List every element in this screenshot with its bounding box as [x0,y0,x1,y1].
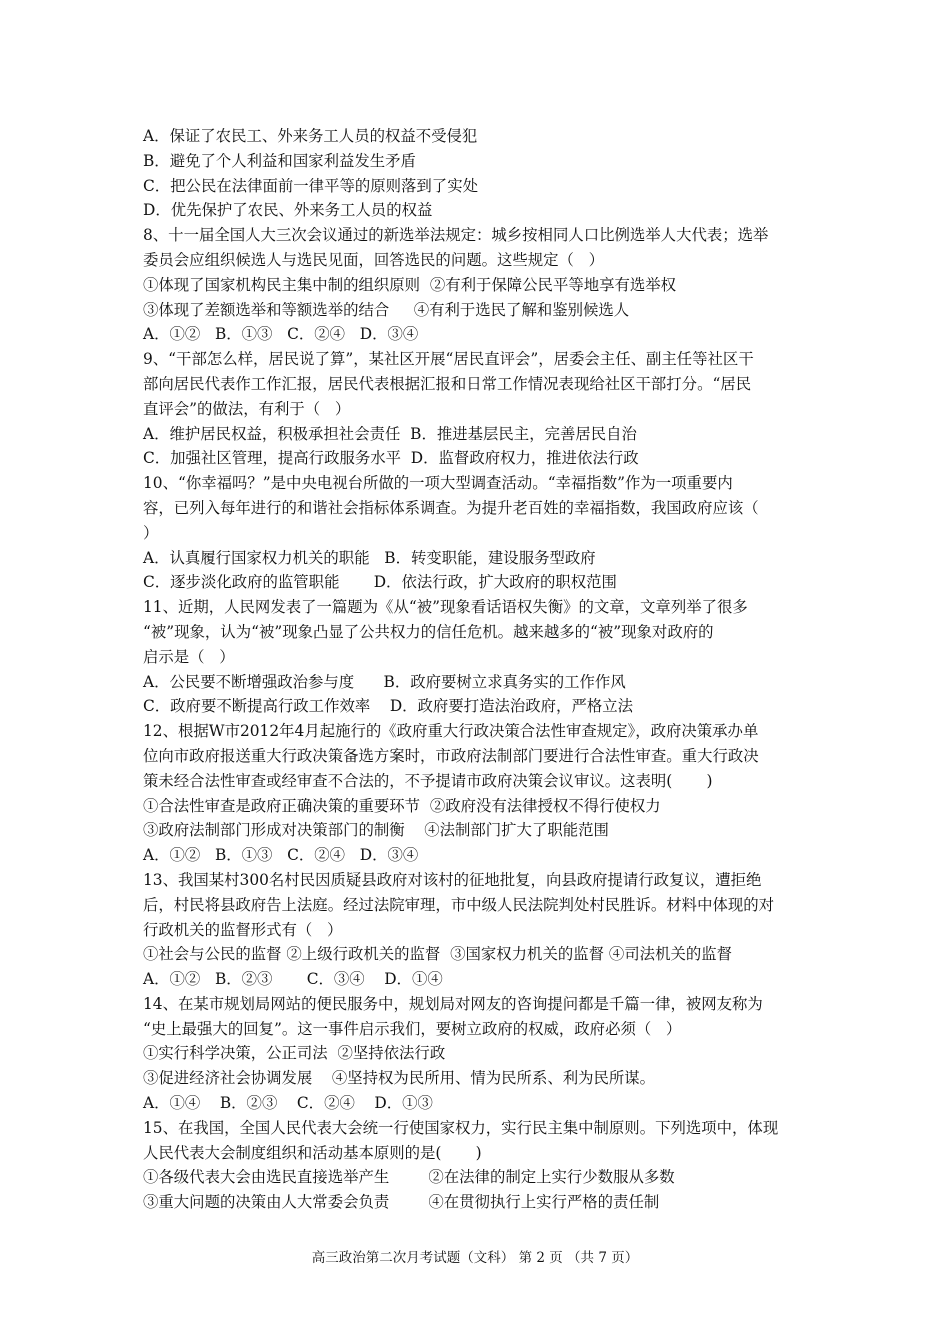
text-line: 人民代表大会制度组织和活动基本原则的是( ) [143,1143,482,1162]
text-line: A．认真履行国家权力机关的职能 B．转变职能，建设服务型政府 [143,548,596,567]
text-line: ③重大问题的决策由人大常委会负责 ④在贯彻执行上实行严格的责任制 [143,1193,660,1212]
text-line: 10、“你幸福吗？”是中央电视台所做的一项大型调查活动。“幸福指数”作为一项重要内 [143,474,733,493]
text-line: 14、在某市规划局网站的便民服务中，规划局对网友的咨询提问都是千篇一律，被网友称为 [143,994,763,1013]
text-line: A．①④ B．②③ C．②④ D．①③ [143,1094,433,1113]
text-line: 策未经合法性审查或经审查不合法的，不予提请市政府决策会议审议。这表明( ) [143,771,713,790]
text-line: ③体现了差额选举和等额选举的结合 ④有利于选民了解和鉴别候选人 [143,300,630,319]
text-line: 9、“干部怎么样，居民说了算”，某社区开展“居民直评会”，居委会主任、副主任等社区干 [143,350,754,369]
text-line: ①体现了国家机构民主集中制的组织原则 ②有利于保障公民平等地享有选举权 [143,275,677,294]
text-line: 15、在我国，全国人民代表大会统一行使国家权力，实行民主集中制原则。下列选项中，体现 [143,1118,779,1137]
text-line: 行政机关的监督形式有（ ） [143,920,343,939]
text-line: A．保证了农民工、外来务工人员的权益不受侵犯 [143,127,478,145]
text-line: B．避免了个人利益和国家利益发生矛盾 [143,151,416,170]
text-line: C．把公民在法律面前一律平等的原则落到了实处 [143,176,478,195]
text-line: 直评会”的做法，有利于（ ） [143,399,351,418]
text-line: C．政府要不断提高行政工作效率 D．政府要打造法治政府，严格立法 [143,697,634,716]
text-line: ①社会与公民的监督 ②上级行政机关的监督 ③国家权力机关的监督 ④司法机关的监督 [143,945,733,964]
page-footer: 高三政治第二次月考试题（文科） 第 2 页 （共 7 页） [311,1250,639,1266]
text-line: 8、十一届全国人大三次会议通过的新选举法规定：城乡按相同人口比例选举人大代表；选举 [143,226,769,245]
text-line: ③政府法制部门形成对决策部门的制衡 ④法制部门扩大了职能范围 [143,821,609,840]
text-line: C．逐步淡化政府的监管职能 D．依法行政，扩大政府的职权范围 [143,573,617,592]
text-line: 13、我国某村300名村民因质疑县政府对该村的征地批复，向县政府提请行政复议，遭拒绝 [143,870,762,889]
text-line: 12、根据W市2012年4月起施行的《政府重大行政决策合法性审查规定》，政府决策承办单 [143,722,759,741]
text-line: ③促进经济社会协调发展 ④坚持权为民所用、情为民所系、利为民所谋。 [143,1069,656,1088]
text-line: 后，村民将县政府告上法庭。经过法院审理，市中级人民法院判处村民胜诉。材料中体现的对 [143,895,775,914]
text-line: 11、近期，人民网发表了一篇题为《从“被”现象看话语权失衡》的文章，文章列举了很多 [143,598,748,617]
text-line: A．维护居民权益，积极承担社会责任 B．推进基层民主，完善居民自治 [143,424,637,443]
text-line: C．加强社区管理，提高行政服务水平 D．监督政府权力，推进依法行政 [143,449,639,468]
text-line: ①合法性审查是政府正确决策的重要环节 ②政府没有法律授权不得行使权力 [143,796,661,815]
text-line: A．公民要不断增强政治参与度 B．政府要树立求真务实的工作作风 [143,672,626,691]
text-line: 位向市政府报送重大行政决策备选方案时，市政府法制部门要进行合法性审查。重大行政决 [143,746,759,765]
text-line: 启示是（ ） [143,647,235,666]
text-line: ①各级代表大会由选民直接选举产生 ②在法律的制定上实行少数服从多数 [143,1168,675,1187]
text-line: A．①② B．②③ C．③④ D．①④ [143,970,443,989]
text-line: 部向居民代表作工作汇报，居民代表根据汇报和日常工作情况表现给社区干部打分。“居民 [143,374,752,393]
text-line: 容，已列入每年进行的和谐社会指标体系调查。为提升老百姓的幸福指数，我国政府应该（ [143,498,759,517]
text-line: 委员会应组织候选人与选民见面，回答选民的问题。这些规定（ ） [143,250,605,269]
question-text-block [143,124,815,1215]
text-line: ） [143,523,159,542]
text-line: A．①② B．①③ C．②④ D．③④ [143,325,419,344]
text-line: A．①② B．①③ C．②④ D．③④ [143,846,419,865]
text-line: “被”现象，认为“被”现象凸显了公共权力的信任危机。越来越多的“被”现象对政府的 [143,622,714,641]
text-line: D．优先保护了农民、外来务工人员的权益 [143,201,433,220]
text-line: “史上最强大的回复”。这一事件启示我们，要树立政府的权威，政府必须（ ） [143,1019,682,1038]
text-line: ①实行科学决策，公正司法 ②坚持依法行政 [143,1044,446,1063]
